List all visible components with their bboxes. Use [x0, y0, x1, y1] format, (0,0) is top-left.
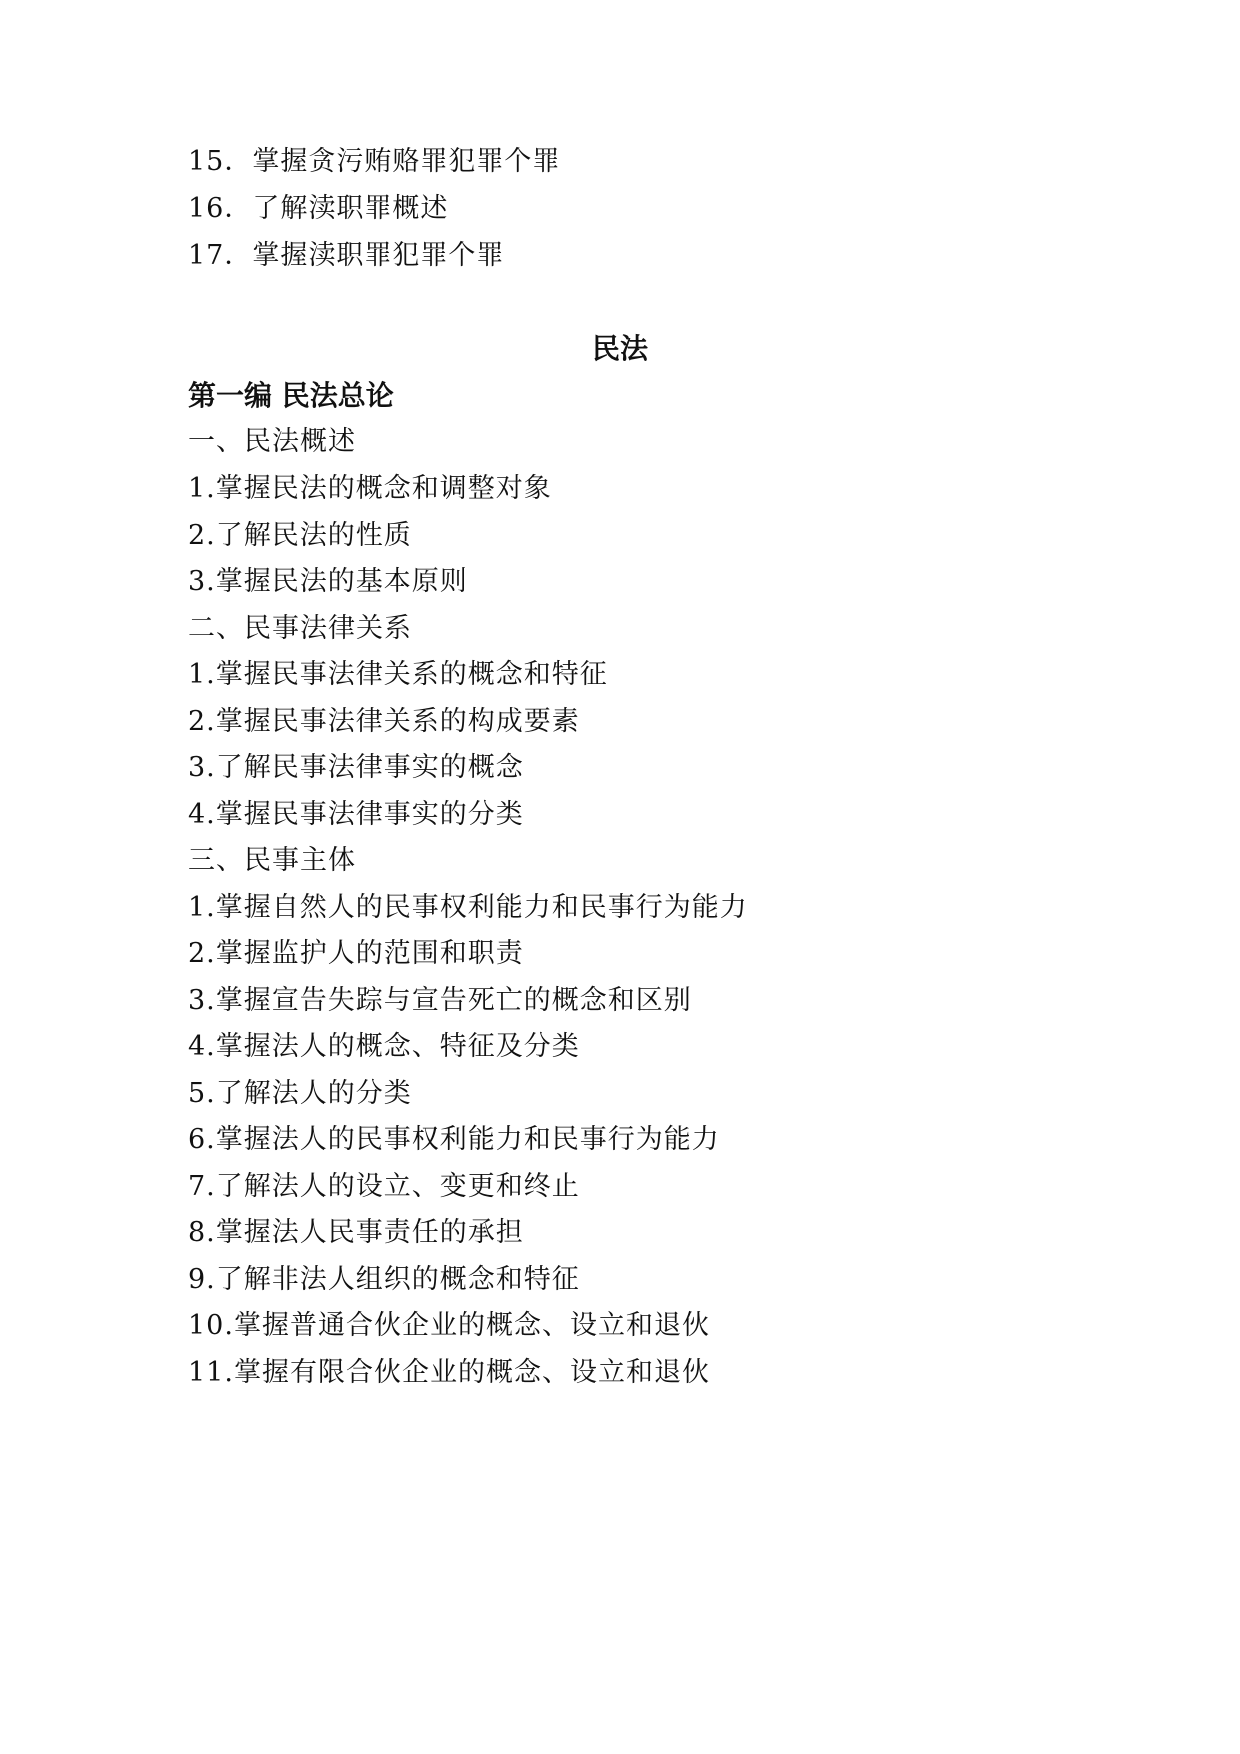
list-item: 3.掌握民法的基本原则	[188, 566, 468, 597]
list-item: 11.掌握有限合伙企业的概念、设立和退伙	[188, 1357, 710, 1388]
list-item: 7.了解法人的设立、变更和终止	[188, 1171, 580, 1202]
list-item: 2.掌握民事法律关系的构成要素	[188, 706, 580, 737]
section-heading: 二、民事法律关系	[188, 613, 412, 644]
list-item: 8.掌握法人民事责任的承担	[188, 1217, 524, 1248]
part-heading: 第一编 民法总论	[188, 379, 394, 412]
list-item: 9.了解非法人组织的概念和特征	[188, 1264, 580, 1295]
list-item: 2.掌握监护人的范围和职责	[188, 938, 524, 969]
section-heading: 三、民事主体	[188, 845, 356, 876]
list-item: 17．掌握渎职罪犯罪个罪	[188, 240, 505, 271]
list-item: 1.掌握自然人的民事权利能力和民事行为能力	[188, 892, 748, 923]
list-item: 4.掌握民事法律事实的分类	[188, 799, 524, 830]
list-item: 2.了解民法的性质	[188, 520, 412, 551]
list-item: 3.掌握宣告失踪与宣告死亡的概念和区别	[188, 985, 692, 1016]
list-item: 15．掌握贪污贿赂罪犯罪个罪	[188, 146, 561, 177]
list-item: 3.了解民事法律事实的概念	[188, 752, 524, 783]
list-item: 16．了解渎职罪概述	[188, 193, 449, 224]
list-item: 1.掌握民事法律关系的概念和特征	[188, 659, 608, 690]
section-heading: 一、民法概述	[188, 426, 356, 457]
list-item: 1.掌握民法的概念和调整对象	[188, 473, 552, 504]
list-item: 6.掌握法人的民事权利能力和民事行为能力	[188, 1124, 720, 1155]
list-item: 10.掌握普通合伙企业的概念、设立和退伙	[188, 1310, 710, 1341]
list-item: 4.掌握法人的概念、特征及分类	[188, 1031, 580, 1062]
list-item: 5.了解法人的分类	[188, 1078, 412, 1109]
page-title: 民法	[591, 332, 648, 365]
